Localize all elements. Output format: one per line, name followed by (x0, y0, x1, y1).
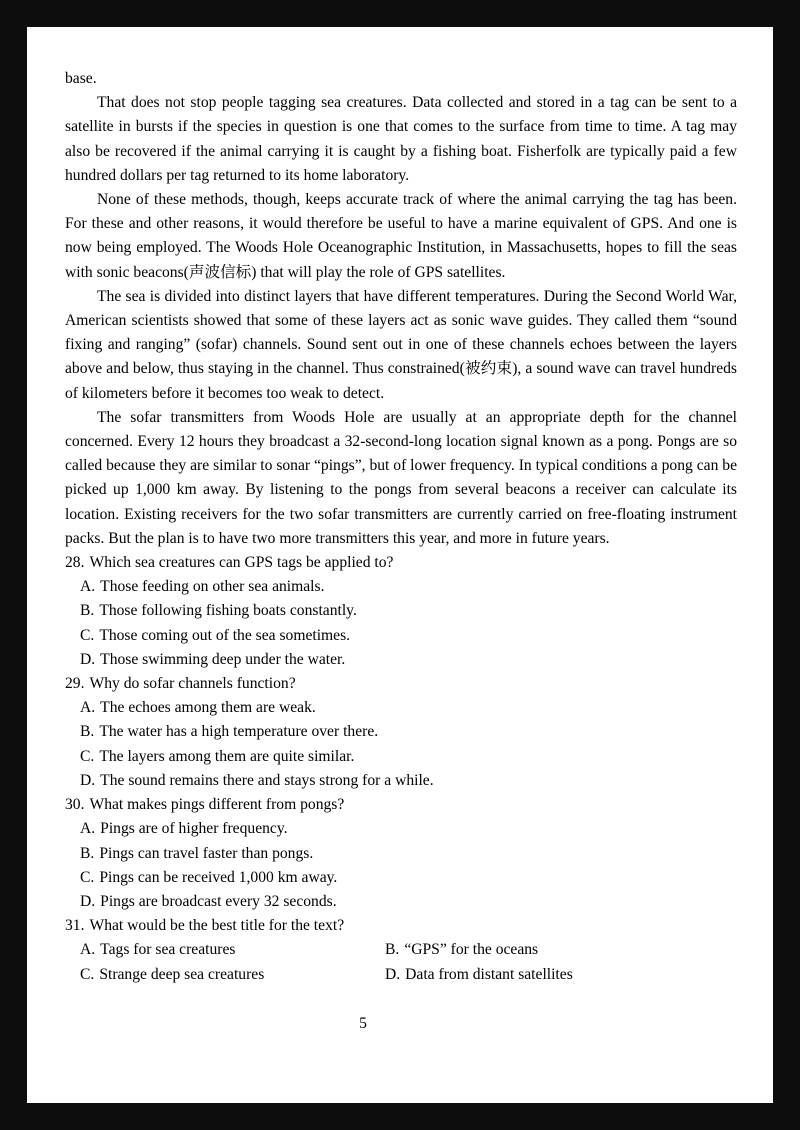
option (65, 599, 737, 623)
question-options (65, 817, 737, 914)
passage-paragraph: None of these methods, though, keeps accurate track of where the animal carrying the tag has been. For these and other reasons, it would therefore be useful to have a marine equivalent of GPS. And one is now being employed. The Woods Hole Oceanographic Institution, in Massachusetts, hopes to fill the seas with sonic beacons(声波信标) that will play the role of GPS satellites. (65, 191, 737, 281)
option-text: Pings are broadcast every 32 seconds. (100, 892, 337, 910)
option-label: B. (80, 723, 95, 741)
option-label: B. (80, 602, 95, 620)
option (65, 963, 370, 987)
question-number: 28. (65, 554, 85, 572)
option-label: B. (80, 844, 95, 862)
option-text: Pings can be received 1,000 km away. (99, 868, 338, 886)
question-stem (65, 672, 737, 696)
option-text: Those feeding on other sea animals. (100, 578, 325, 596)
question-text: What would be the best title for the text? (89, 917, 345, 935)
question-options (65, 575, 737, 672)
option-label: D. (80, 650, 96, 668)
option (65, 745, 737, 769)
option-label: A. (80, 820, 96, 838)
option-text: Those following fishing boats constantly. (99, 602, 357, 620)
passage-paragraph: The sea is divided into distinct layers that have different temperatures. During the Second World War, American scientists showed that some of these layers act as sonic wave guides. They called them “sound fixing and ranging” (sofar) channels. Sound sent out in one of these channels echoes between the layers above and below, thus staying in the channel. Thus constrained(被约束), a sound wave can travel hundreds of kilometers before it becomes too weak to detect. (65, 287, 737, 402)
question-options (65, 696, 737, 793)
question-options (65, 938, 737, 986)
page-content (65, 67, 737, 987)
option (65, 696, 737, 720)
option (65, 624, 737, 648)
option-text: Pings can travel faster than pongs. (99, 844, 314, 862)
option (65, 938, 370, 962)
option-text: Those coming out of the sea sometimes. (99, 626, 351, 644)
option-label: D. (80, 771, 96, 789)
option-text: Data from distant satellites (405, 965, 573, 983)
option-text: Tags for sea creatures (100, 941, 236, 959)
option-label: C. (80, 626, 95, 644)
question-30 (65, 793, 737, 914)
question-stem (65, 551, 737, 575)
question-29 (65, 672, 737, 793)
option-label: B. (385, 941, 400, 959)
option-text: Pings are of higher frequency. (100, 820, 288, 838)
option-label: A. (80, 699, 96, 717)
option (370, 938, 737, 962)
question-stem (65, 793, 737, 817)
option-text: “GPS” for the oceans (404, 941, 539, 959)
option-text: Those swimming deep under the water. (100, 650, 346, 668)
option-label: D. (80, 892, 96, 910)
option (65, 648, 737, 672)
passage-paragraph: That does not stop people tagging sea creatures. Data collected and stored in a tag can be sent to a satellite in bursts if the species in question is one that comes to the surface from time to time. A tag may also be recovered if the animal carrying it is caught by a fishing boat. Fisherfolk are typically paid a few hundred dollars per tag returned to its home laboratory. (65, 94, 737, 184)
passage-lead-line: base. (65, 70, 97, 87)
option (65, 866, 737, 890)
option (65, 769, 737, 793)
question-text: What makes pings different from pongs? (89, 796, 345, 814)
question-31 (65, 914, 737, 987)
option-label: D. (385, 965, 401, 983)
question-28 (65, 551, 737, 672)
question-number: 30. (65, 796, 85, 814)
question-stem (65, 914, 737, 938)
option (65, 890, 737, 914)
option-label: C. (80, 747, 95, 765)
option (65, 720, 737, 744)
question-text: Which sea creatures can GPS tags be applied to? (89, 554, 394, 572)
option-text: Strange deep sea creatures (99, 965, 265, 983)
option-text: The sound remains there and stays strong for a while. (100, 771, 434, 789)
question-text: Why do sofar channels function? (89, 675, 296, 693)
option (65, 817, 737, 841)
option-label: C. (80, 965, 95, 983)
option-text: The layers among them are quite similar. (99, 747, 355, 765)
option-text: The water has a high temperature over there. (99, 723, 379, 741)
page-number: 5 (359, 1015, 367, 1032)
passage-paragraph: The sofar transmitters from Woods Hole are usually at an appropriate depth for the channel concerned. Every 12 hours they broadcast a 32-second-long location signal known as a pong. Pongs are so called because they are similar to sonar “pings”, but of lower frequency. In typical conditions a pong can be picked up 1,000 km away. By listening to the pongs from several beacons a receiver can calculate its location. Existing receivers for the two sofar transmitters are currently carried on free-floating instrument packs. But the plan is to have two more transmitters this year, and more in future years. (65, 408, 737, 547)
option-label: C. (80, 868, 95, 886)
exam-page (27, 27, 773, 1103)
question-number: 31. (65, 917, 85, 935)
option-label: A. (80, 578, 96, 596)
option-label: A. (80, 941, 96, 959)
question-number: 29. (65, 675, 85, 693)
option (65, 575, 737, 599)
option (65, 842, 737, 866)
option (370, 963, 737, 987)
option-text: The echoes among them are weak. (100, 699, 316, 717)
